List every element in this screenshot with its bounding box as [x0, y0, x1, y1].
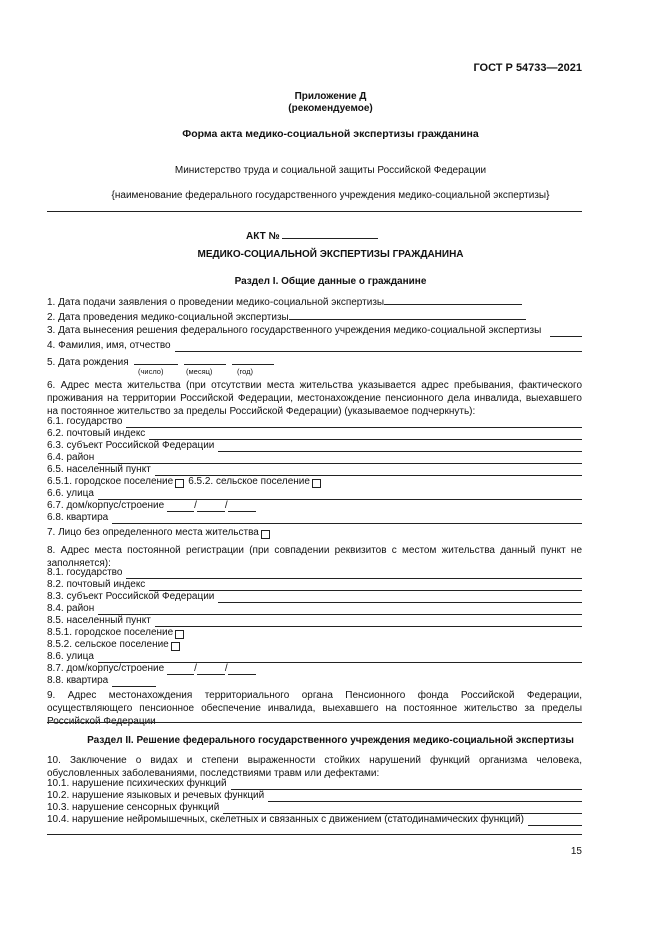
item-2-blank[interactable]: [289, 310, 526, 320]
item-6-5: 6.5. населенный пункт: [47, 464, 582, 476]
item-8-1-blank[interactable]: [126, 569, 582, 579]
page-number: 15: [570, 846, 582, 857]
item-1-blank[interactable]: [384, 295, 522, 305]
item-8-5-blank[interactable]: [155, 617, 582, 627]
item-10-4-line[interactable]: [47, 834, 582, 835]
date-year-caption: (год): [237, 367, 253, 376]
item-6-3: 6.3. субъект Российской Федерации: [47, 440, 582, 452]
ministry-name: Министерство труда и социальной защиты Российской Федерации: [174, 165, 487, 176]
item-8-7-building-blank[interactable]: [197, 665, 225, 675]
item-6-6-blank[interactable]: [98, 490, 582, 500]
item-8-6-blank[interactable]: [98, 653, 582, 663]
appendix-subtitle: (рекомендуемое): [288, 103, 373, 114]
item-6-7-house-blank[interactable]: [167, 502, 194, 512]
item-6-4: 6.4. район: [47, 452, 582, 464]
item-6: 6. Адрес места жительства (при отсутствии места жительства указывается адрес пребывания, фактического проживания на территории Российской Федерации, местонахождение пенсионного дела инвалида, выехавшего на постоянное жительство за пределы Российской Федерации) (указываемое подчеркнуть):: [47, 380, 582, 417]
item-10: 10. Заключение о видах и степени выраженности стойких нарушений функций организма человека, обусловленных заболеваниями, последствиями травм или дефектами:: [47, 755, 582, 779]
item-6-7-structure-blank[interactable]: [228, 502, 256, 512]
item-6-1: 6.1. государство: [47, 416, 582, 428]
item-8-8: 8.8. квартира: [47, 675, 582, 687]
item-8-2: 8.2. почтовый индекс: [47, 579, 582, 591]
item-10-1: 10.1. нарушение психических функций: [47, 778, 582, 790]
item-8-2-blank[interactable]: [149, 581, 582, 591]
item-8-4: 8.4. район: [47, 603, 582, 615]
item-6-8: 6.8. квартира: [47, 512, 582, 524]
date-month-caption: (месяц): [186, 367, 213, 376]
item-6-5-blank[interactable]: [155, 466, 582, 476]
birth-month-blank[interactable]: [184, 355, 226, 365]
urban-settlement-checkbox[interactable]: [175, 479, 184, 488]
item-6-7-building-blank[interactable]: [197, 502, 225, 512]
item-9: 9. Адрес местонахождения территориального органа Пенсионного фонда Российской Федерации, осуществляющего пенсионное обеспечение инвалида, выехавшего на постоянное жительство за пределы Российской Федерации: [47, 690, 582, 727]
institution-name: {наименование федерального государственного учреждения медико-социальной экспертизы}: [111, 190, 550, 201]
form-title: Форма акта медико-социальной экспертизы гражданина: [182, 128, 479, 140]
homeless-checkbox[interactable]: [261, 530, 270, 539]
item-5: 5. Дата рождения: [47, 355, 274, 369]
birth-day-blank[interactable]: [134, 355, 178, 365]
section1-title: Раздел I. Общие данные о гражданине: [234, 276, 427, 287]
standard-code: ГОСТ Р 54733—2021: [473, 62, 582, 74]
item-7: 7. Лицо без определенного места жительства: [47, 527, 582, 539]
item-10-4-blank[interactable]: [528, 816, 582, 826]
item-6-1-blank[interactable]: [126, 418, 582, 428]
item-6-5-options: 6.5.1. городское поселение 6.5.2. сельское поселение: [47, 476, 582, 488]
item-10-3-blank[interactable]: [223, 804, 582, 814]
institution-line: [47, 211, 582, 212]
birth-year-blank[interactable]: [232, 355, 274, 365]
reg-rural-settlement-checkbox[interactable]: [171, 642, 180, 651]
item-8-7-structure-blank[interactable]: [228, 665, 256, 675]
item-6-8-blank[interactable]: [112, 514, 582, 524]
rural-settlement-checkbox[interactable]: [312, 479, 321, 488]
date-number-caption: (число): [138, 367, 164, 376]
item-4-blank[interactable]: [175, 342, 582, 352]
item-8-3-blank[interactable]: [218, 593, 582, 603]
reg-urban-settlement-checkbox[interactable]: [175, 630, 184, 639]
act-subtitle: МЕДИКО-СОЦИАЛЬНОЙ ЭКСПЕРТИЗЫ ГРАЖДАНИНА: [197, 249, 464, 260]
item-10-2: 10.2. нарушение языковых и речевых функций: [47, 790, 582, 802]
item-8-4-blank[interactable]: [98, 605, 582, 615]
item-8-5: 8.5. населенный пункт: [47, 615, 582, 627]
act-number-label: [246, 229, 378, 243]
appendix-title: Приложение Д: [294, 91, 367, 102]
item-6-2: 6.2. почтовый индекс: [47, 428, 582, 440]
item-4: 4. Фамилия, имя, отчество: [47, 340, 582, 352]
item-6-6: 6.6. улица: [47, 488, 582, 500]
item-10-2-blank[interactable]: [268, 792, 582, 802]
item-8-3: 8.3. субъект Российской Федерации: [47, 591, 582, 603]
item-8-5-1: 8.5.1. городское поселение: [47, 627, 582, 639]
section2-title: Раздел II. Решение федерального государственного учреждения медико-социальной экспертизы: [87, 735, 574, 746]
item-10-3: 10.3. нарушение сенсорных функций: [47, 802, 582, 814]
item-9-line[interactable]: [47, 722, 582, 723]
item-8-5-2: 8.5.2. сельское поселение: [47, 639, 582, 651]
item-8-7-house-blank[interactable]: [167, 665, 194, 675]
item-10-1-blank[interactable]: [231, 780, 582, 790]
item-8-6: 8.6. улица: [47, 651, 582, 663]
item-6-2-blank[interactable]: [149, 430, 582, 440]
item-8: 8. Адрес места постоянной регистрации (при совпадении реквизитов с местом жительства данный пункт не заполняется):: [47, 545, 582, 569]
item-8-8-blank[interactable]: [112, 677, 156, 687]
item-6-4-blank[interactable]: [98, 454, 582, 464]
item-8-7: 8.7. дом/корпус/строение / /: [47, 663, 582, 675]
item-6-7: 6.7. дом/корпус/строение / /: [47, 500, 582, 512]
item-6-3-blank[interactable]: [218, 442, 582, 452]
item-10-4: 10.4. нарушение нейромышечных, скелетных и связанных с движением (статодинамических функций): [47, 814, 582, 826]
item-1: 1. Дата подачи заявления о проведении медико-социальной экспертизы: [47, 295, 522, 309]
act-title: АКТ №: [246, 231, 280, 242]
item-8-1: 8.1. государство: [47, 567, 582, 579]
item-2: 2. Дата проведения медико-социальной экспертизы: [47, 310, 526, 324]
item-3: 3. Дата вынесения решения федерального государственного учреждения медико-социальной экспертизы: [47, 325, 582, 337]
act-number-blank[interactable]: [282, 229, 378, 239]
item-3-blank[interactable]: [550, 327, 582, 337]
